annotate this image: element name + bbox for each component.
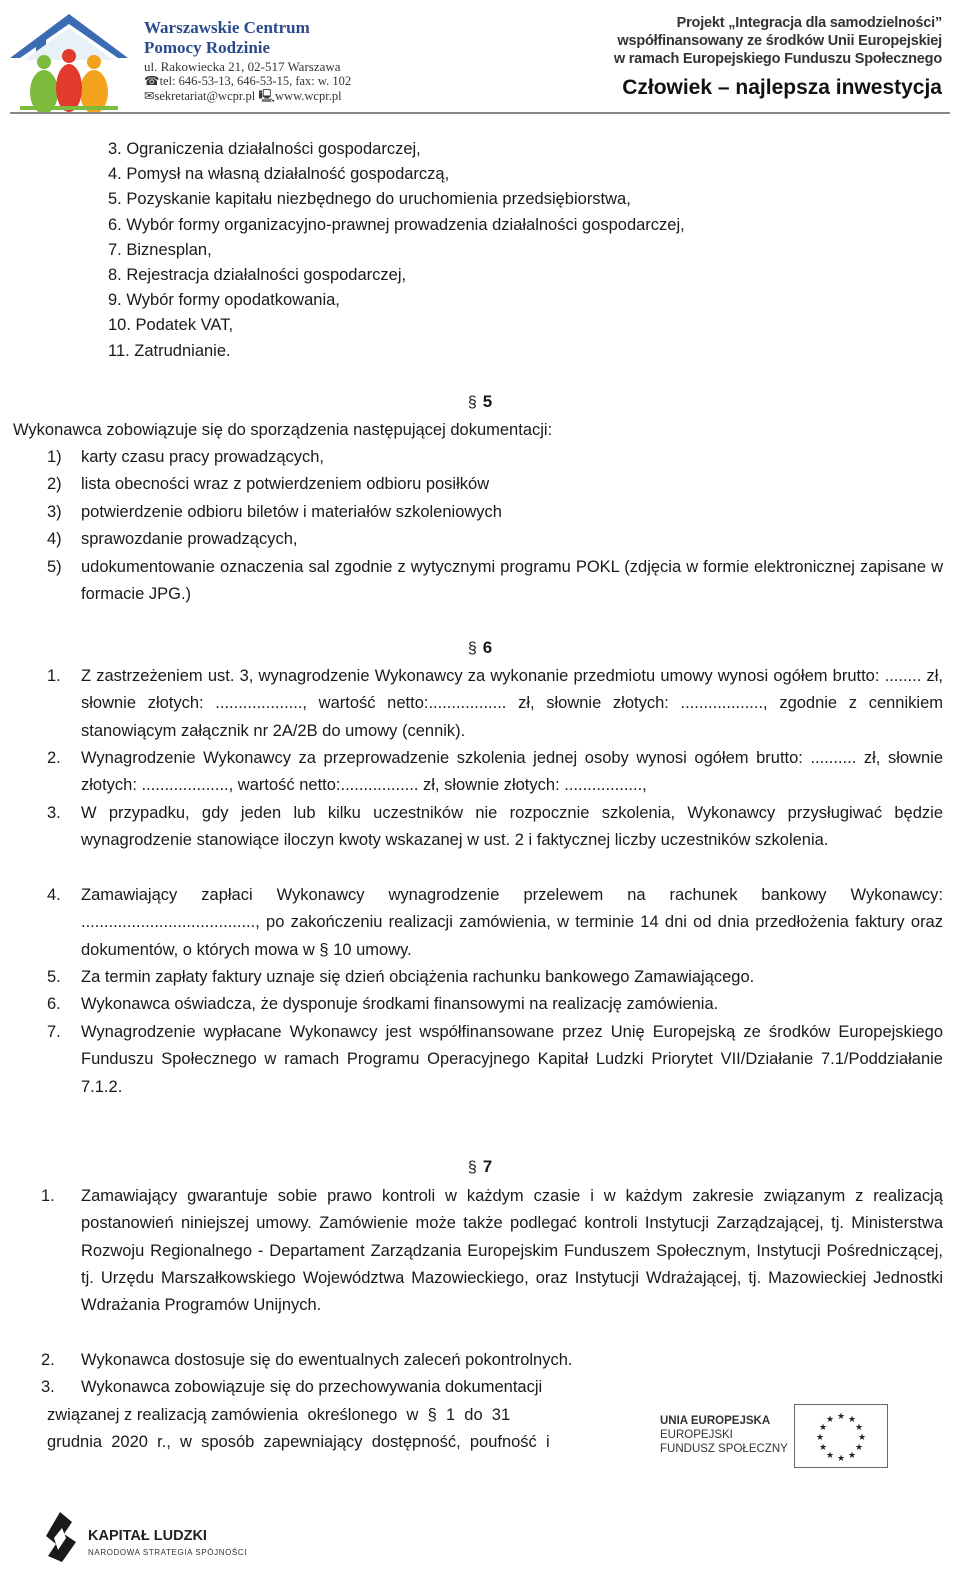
section-symbol: § [467, 394, 477, 411]
org-name-line2: Pomocy Rodzinie [144, 38, 271, 57]
kapital-ludzki-subtitle: NARODOWA STRATEGIA SPÓJNOŚCI [88, 1548, 248, 1557]
org-website[interactable]: www.wcpr.pl [275, 89, 342, 103]
svg-text:★: ★ [854, 1443, 864, 1453]
svg-text:★: ★ [818, 1423, 828, 1433]
item-number: 7. [47, 1023, 61, 1041]
svg-text:★: ★ [847, 1451, 857, 1461]
list-item: 4. Pomysł na własną działalność gospodarczą, [108, 165, 450, 184]
list-item: W przypadku, gdy jeden lub kilku uczestników nie rozpocznie szkolenia, Wykonawcy przysługiwać będzie wynagrodzenie stanowiące iloczyn kwoty wskazanej w ust. 2 i faktycznej liczby uczestników szkolenia. [81, 804, 943, 850]
wcpr-logo [6, 10, 132, 115]
list-item: 9. Wybór formy opodatkowania, [108, 291, 340, 310]
list-item: karty czasu pracy prowadzących, [81, 448, 325, 466]
svg-text:★: ★ [847, 1415, 857, 1425]
org-name-line1: Warszawskie Centrum [144, 18, 310, 37]
kapital-ludzki-title: KAPITAŁ LUDZKI [88, 1528, 207, 1544]
project-line1: Projekt „Integracja dla samodzielności” [676, 15, 942, 31]
list-item: Wykonawca oświadcza, że dysponuje środkami finansowymi na realizację zamówienia. [81, 995, 719, 1013]
list-item: 6. Wybór formy organizacyjno-prawnej prowadzenia działalności gospodarczej, [108, 215, 685, 234]
eu-line2: EUROPEJSKI [660, 1429, 733, 1441]
item-number: 2. [41, 1351, 55, 1369]
svg-text:★: ★ [825, 1415, 835, 1425]
list-item: potwierdzenie odbioru biletów i materiałów szkoleniowych [81, 503, 502, 521]
item-number: 3) [47, 503, 62, 521]
svg-text:★: ★ [836, 1412, 846, 1422]
item-number: 3. [41, 1378, 55, 1396]
list-item: sprawozdanie prowadzących, [81, 530, 298, 548]
section-heading-6: § 6 [467, 638, 493, 657]
org-contact [144, 89, 474, 104]
slogan: Człowiek – najlepsza inwestycja [622, 76, 942, 99]
item-number: 6. [47, 995, 61, 1013]
svg-text:★: ★ [836, 1454, 846, 1464]
list-item: Wynagrodzenie wypłacane Wykonawcy jest współfinansowane przez Unię Europejską ze środków Europejskiego Funduszu Społecznego w ramach Programu Operacyjnego Kapitał Ludzki Priorytet VII/Działanie 7.1/Poddziałanie 7.1.2. [81, 1023, 943, 1096]
org-email[interactable]: sekretariat@wcpr.pl [154, 89, 256, 103]
list-item: lista obecności wraz z potwierdzeniem odbioru posiłków [81, 475, 490, 493]
computer-icon: 🖳 [258, 89, 276, 103]
item-number: 5) [47, 558, 62, 576]
section-heading-5: § 5 [467, 392, 493, 411]
section-5-intro: Wykonawca zobowiązuje się do sporządzenia następującej dokumentacji: [13, 421, 553, 439]
project-line2: współfinansowany ze środków Unii Europejskiej [617, 33, 942, 49]
item-number: 1) [47, 448, 62, 466]
mail-icon: ✉ [144, 89, 155, 103]
item-number: 5. [47, 968, 61, 986]
item-number: 2) [47, 475, 62, 493]
svg-text:★: ★ [818, 1443, 828, 1453]
list-item: Wykonawca dostosuje się do ewentualnych zaleceń pokontrolnych. [81, 1351, 573, 1369]
svg-text:★: ★ [815, 1433, 825, 1443]
kapital-ludzki-logo [42, 1508, 78, 1566]
eu-efs-logo [660, 1402, 890, 1468]
svg-text:★: ★ [857, 1433, 867, 1443]
organization-info [144, 18, 474, 104]
item-number: 4) [47, 530, 62, 548]
eu-line1: UNIA EUROPEJSKA [660, 1415, 771, 1427]
item-number: 1. [41, 1187, 55, 1205]
header-divider [10, 112, 950, 114]
list-item: Zamawiający zapłaci Wykonawcy wynagrodzenie przelewem na rachunek bankowy Wykonawcy: ......................................, po zakończeniu realizacji zamówienia, w terminie 14 dni od dnia przedłożenia faktury oraz dokumentów, o których mowa w § 10 umowy. [81, 886, 943, 959]
list-item: udokumentowanie oznaczenia sal zgodnie z wytycznymi programu POKL (zdjęcia w formie elektronicznej zapisane w formacie JPG.) [81, 558, 943, 604]
org-phone: ☎tel: 646-53-13, 646-53-15, fax: w. 102 [144, 74, 352, 88]
item-number: 1. [47, 667, 61, 685]
list-item: 10. Podatek VAT, [108, 316, 234, 335]
section-heading-7: § 7 [467, 1157, 493, 1176]
list-item: 7. Biznesplan, [108, 240, 212, 259]
list-item: Zamawiający gwarantuje sobie prawo kontroli w każdym czasie i w każdym zakresie związanym z realizacją postanowień niniejszej umowy. Zamówienie może także podlegać kontroli Instytucji Zarządzającej, tj. Ministerstwa Rozwoju Regionalnego - Departament Zarządzania Europejskim Funduszem Społecznym, Instytucji Pośredniczącej, tj. Urzędu Marszałkowskiego Województwa Mazowieckiego, oraz Instytucji Wdrażającej, tj. Mazowieckiej Jednostki Wdrażania Programów Unijnych. [81, 1187, 943, 1315]
paragraph-continuation: grudnia 2020 r., w sposób zapewniający dostępność, poufność i [47, 1433, 550, 1451]
list-item: Z zastrzeżeniem ust. 3, wynagrodzenie Wykonawcy za wykonanie przedmiotu umowy wynosi ogółem brutto: ........ zł, słownie złotych: ..................., wartość netto:................. zł, słownie złotych: .................., zgodnie z cennikiem stanowiącym załącznik nr 2A/2B do umowy (cennik). [81, 667, 943, 740]
eu-line3: FUNDUSZ SPOŁECZNY [660, 1443, 788, 1455]
svg-text:★: ★ [825, 1451, 835, 1461]
eu-flag-icon [794, 1404, 888, 1468]
item-number: 4. [47, 886, 61, 904]
topics-list [108, 136, 908, 363]
org-address: ul. Rakowiecka 21, 02-517 Warszawa [144, 59, 341, 74]
list-item: 5. Pozyskanie kapitału niezbędnego do uruchomienia przedsiębiorstwa, [108, 190, 631, 209]
list-item: 8. Rejestracja działalności gospodarczej, [108, 265, 407, 284]
list-item: Za termin zapłaty faktury uznaje się dzień obciążenia rachunku bankowego Zamawiającego. [81, 968, 755, 986]
list-item: 3. Ograniczenia działalności gospodarczej, [108, 140, 421, 158]
project-info [552, 14, 942, 100]
list-item: Wynagrodzenie Wykonawcy za przeprowadzenie szkolenia jednej osoby wynosi ogółem brutto: .......... zł, słownie złotych: ..................., wartość netto:................. zł, słownie złotych: ................., [81, 749, 943, 795]
section-symbol: § [467, 640, 477, 657]
paragraph-continuation: związanej z realizacją zamówienia określonego w § 1 do 31 [47, 1406, 511, 1424]
list-item: Wykonawca zobowiązuje się do przechowywania dokumentacji [81, 1378, 543, 1396]
svg-text:★: ★ [854, 1423, 864, 1433]
phone-icon: ☎ [144, 74, 160, 88]
item-number: 3. [47, 804, 61, 822]
item-number: 2. [47, 749, 61, 767]
section-symbol: § [467, 1159, 477, 1176]
list-item: 11. Zatrudnianie. [108, 341, 231, 360]
project-line3: w ramach Europejskiego Funduszu Społecznego [613, 51, 942, 67]
